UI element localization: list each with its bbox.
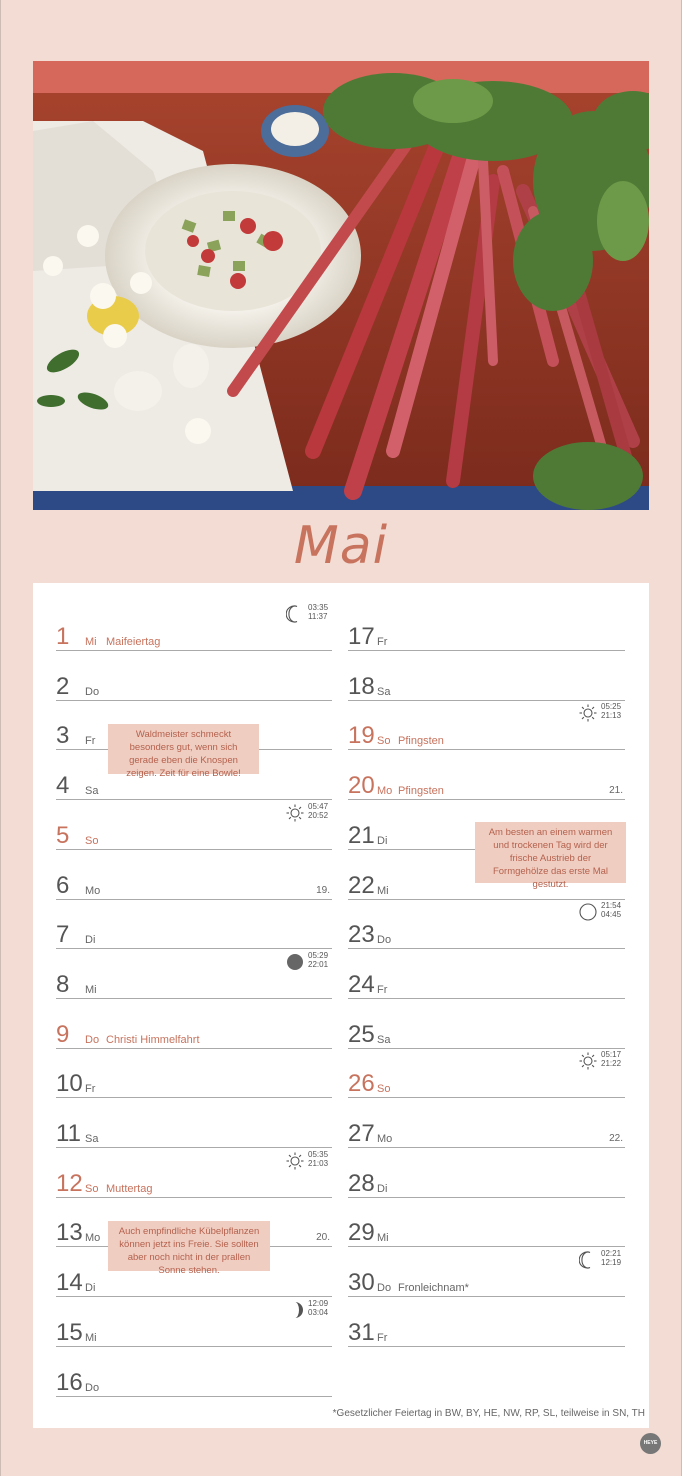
sun-moon-times bbox=[579, 1249, 627, 1271]
weekday-label: Mi bbox=[85, 636, 97, 648]
weekday-label: Do bbox=[85, 1033, 100, 1046]
day-number: 30 bbox=[348, 1269, 375, 1297]
day-number: 28 bbox=[348, 1169, 375, 1197]
day-number: 25 bbox=[348, 1020, 375, 1048]
sun-moon-times bbox=[579, 1050, 627, 1072]
day-number: 10 bbox=[56, 1070, 83, 1098]
day-number: 1 bbox=[56, 623, 70, 650]
weekday-label: Sa bbox=[377, 685, 391, 698]
weekday-label: Di bbox=[377, 1182, 388, 1195]
day-number: 2 bbox=[56, 672, 70, 700]
weekday-label: Do bbox=[85, 685, 100, 698]
rise-time: 05:25 bbox=[601, 702, 622, 712]
day-number: 27 bbox=[348, 1120, 375, 1147]
set-time: 20:52 bbox=[308, 810, 329, 820]
day-row-28 bbox=[348, 1148, 625, 1198]
set-time: 21:22 bbox=[601, 1059, 622, 1069]
day-number: 17 bbox=[348, 623, 375, 650]
rise-time: 05:29 bbox=[308, 950, 329, 960]
day-row-11 bbox=[56, 1098, 332, 1148]
day-number: 21 bbox=[348, 821, 375, 849]
day-row-27 bbox=[348, 1098, 625, 1148]
sun-moon-times bbox=[286, 1299, 334, 1321]
day-number: 26 bbox=[348, 1070, 375, 1098]
rise-time: 21:54 bbox=[601, 901, 622, 911]
day-row-6 bbox=[56, 850, 332, 900]
day-number: 11 bbox=[56, 1120, 81, 1147]
days-panel bbox=[33, 583, 649, 1428]
gardening-tip-note: Waldmeister schmeckt besonders gut, wenn sich gerade eben die Knospen zeigen. Zeit für eine Bowle! bbox=[108, 724, 259, 774]
holiday-label: Fronleichnam* bbox=[398, 1282, 469, 1295]
holiday-label: Maifeiertag bbox=[106, 636, 161, 648]
day-number: 22 bbox=[348, 871, 375, 899]
weekday-label: Fr bbox=[377, 1331, 388, 1344]
day-row-17 bbox=[348, 601, 625, 651]
day-row-18 bbox=[348, 651, 625, 701]
sun-moon-times bbox=[286, 951, 334, 973]
day-row-2 bbox=[56, 651, 332, 701]
weekday-label: Fr bbox=[377, 983, 388, 996]
weekday-label: Mi bbox=[377, 1232, 389, 1245]
calendar-week-number: 19. bbox=[316, 884, 330, 896]
rise-time: 12:09 bbox=[308, 1298, 329, 1308]
set-time: 04:45 bbox=[601, 910, 622, 920]
weekday-label: So bbox=[377, 735, 391, 748]
set-time: 21:03 bbox=[308, 1158, 329, 1168]
set-time: 03:04 bbox=[308, 1307, 329, 1317]
weekday-label: Mo bbox=[377, 785, 393, 798]
day-row-7 bbox=[56, 899, 332, 949]
rise-time: 03:35 bbox=[308, 603, 329, 612]
day-number: 18 bbox=[348, 672, 375, 700]
gardening-tip-note: Auch empfindliche Kübelpflanzen können jetzt ins Freie. Sie sollten aber noch nicht in der prallen Sonne stehen. bbox=[108, 1221, 270, 1271]
day-row-20 bbox=[348, 750, 625, 800]
holiday-label: Pfingsten bbox=[398, 735, 444, 748]
day-number: 16 bbox=[56, 1368, 83, 1396]
sun-moon-times bbox=[286, 603, 334, 625]
gardening-tip-note: Am besten an einem warmen und trockenen Tag wird der frische Austrieb der Formgehölze das erste Mal gestutzt. bbox=[475, 822, 626, 883]
day-number: 23 bbox=[348, 921, 375, 949]
month-title: Mai bbox=[293, 516, 389, 576]
set-time: 12:19 bbox=[601, 1258, 622, 1268]
weekday-label: Mo bbox=[377, 1133, 393, 1145]
sun-moon-times bbox=[286, 1150, 334, 1172]
sun-moon-times bbox=[579, 901, 627, 923]
weekday-label: Sa bbox=[377, 1033, 391, 1046]
day-number: 13 bbox=[56, 1219, 83, 1247]
rhubarb-still-life-photo bbox=[33, 61, 649, 510]
holiday-label: Christi Himmelfahrt bbox=[106, 1033, 200, 1046]
holiday-label: Muttertag bbox=[106, 1182, 153, 1195]
publisher-logo: HEYE bbox=[640, 1433, 661, 1454]
weekday-label: So bbox=[85, 1182, 99, 1195]
weekday-label: Sa bbox=[85, 1133, 99, 1145]
rise-time: 05:17 bbox=[601, 1050, 622, 1060]
weekday-label: Do bbox=[377, 1282, 392, 1295]
sun-moon-times bbox=[579, 702, 627, 724]
day-number: 24 bbox=[348, 970, 375, 998]
weekday-label: So bbox=[85, 834, 99, 847]
day-number: 4 bbox=[56, 772, 70, 800]
day-row-10 bbox=[56, 1048, 332, 1098]
day-number: 19 bbox=[348, 722, 375, 750]
day-number: 29 bbox=[348, 1219, 375, 1247]
rise-time: 05:47 bbox=[308, 801, 329, 811]
weekday-label: Fr bbox=[377, 636, 388, 648]
weekday-label: Mo bbox=[85, 1232, 101, 1245]
weekday-label: Mi bbox=[377, 884, 389, 897]
day-number: 20 bbox=[348, 772, 375, 800]
weekday-label: Mi bbox=[85, 1331, 97, 1344]
calendar-week-number: 22. bbox=[609, 1133, 623, 1144]
day-number: 5 bbox=[56, 821, 70, 849]
weekday-label: Mi bbox=[85, 983, 97, 996]
set-time: 11:37 bbox=[308, 612, 328, 621]
day-number: 9 bbox=[56, 1020, 70, 1048]
set-time: 22:01 bbox=[308, 959, 329, 969]
day-row-31 bbox=[348, 1297, 625, 1347]
weekday-label: Di bbox=[85, 934, 96, 947]
day-number: 6 bbox=[56, 871, 70, 899]
weekday-label: Do bbox=[85, 1381, 100, 1394]
day-number: 3 bbox=[56, 722, 70, 750]
day-number: 15 bbox=[56, 1318, 83, 1346]
day-number: 31 bbox=[348, 1318, 375, 1346]
rise-time: 02:21 bbox=[601, 1249, 622, 1259]
day-row-25 bbox=[348, 999, 625, 1049]
calendar-week-number: 20. bbox=[316, 1232, 330, 1244]
day-number: 14 bbox=[56, 1269, 83, 1297]
set-time: 21:13 bbox=[601, 711, 622, 721]
day-number: 7 bbox=[56, 921, 70, 949]
day-number: 12 bbox=[56, 1169, 83, 1197]
day-row-16 bbox=[56, 1347, 332, 1397]
day-row-9 bbox=[56, 999, 332, 1049]
weekday-label: Di bbox=[85, 1282, 96, 1295]
day-number: 8 bbox=[56, 970, 70, 998]
weekday-label: Sa bbox=[85, 785, 99, 798]
holiday-label: Pfingsten bbox=[398, 785, 444, 798]
day-row-29 bbox=[348, 1197, 625, 1247]
weekday-label: Fr bbox=[85, 1083, 96, 1096]
weekday-label: Do bbox=[377, 934, 392, 947]
calendar-week-number: 21. bbox=[609, 785, 623, 797]
weekday-label: Mo bbox=[85, 884, 101, 897]
sun-moon-times bbox=[286, 802, 334, 824]
weekday-label: Fr bbox=[85, 735, 96, 748]
day-row-24 bbox=[348, 949, 625, 999]
holiday-footnote: *Gesetzlicher Feiertag in BW, BY, HE, NW, RP, SL, teilweise in SN, TH bbox=[332, 1408, 645, 1419]
weekday-label: Di bbox=[377, 834, 388, 847]
weekday-label: So bbox=[377, 1083, 391, 1096]
rise-time: 05:35 bbox=[308, 1149, 329, 1159]
